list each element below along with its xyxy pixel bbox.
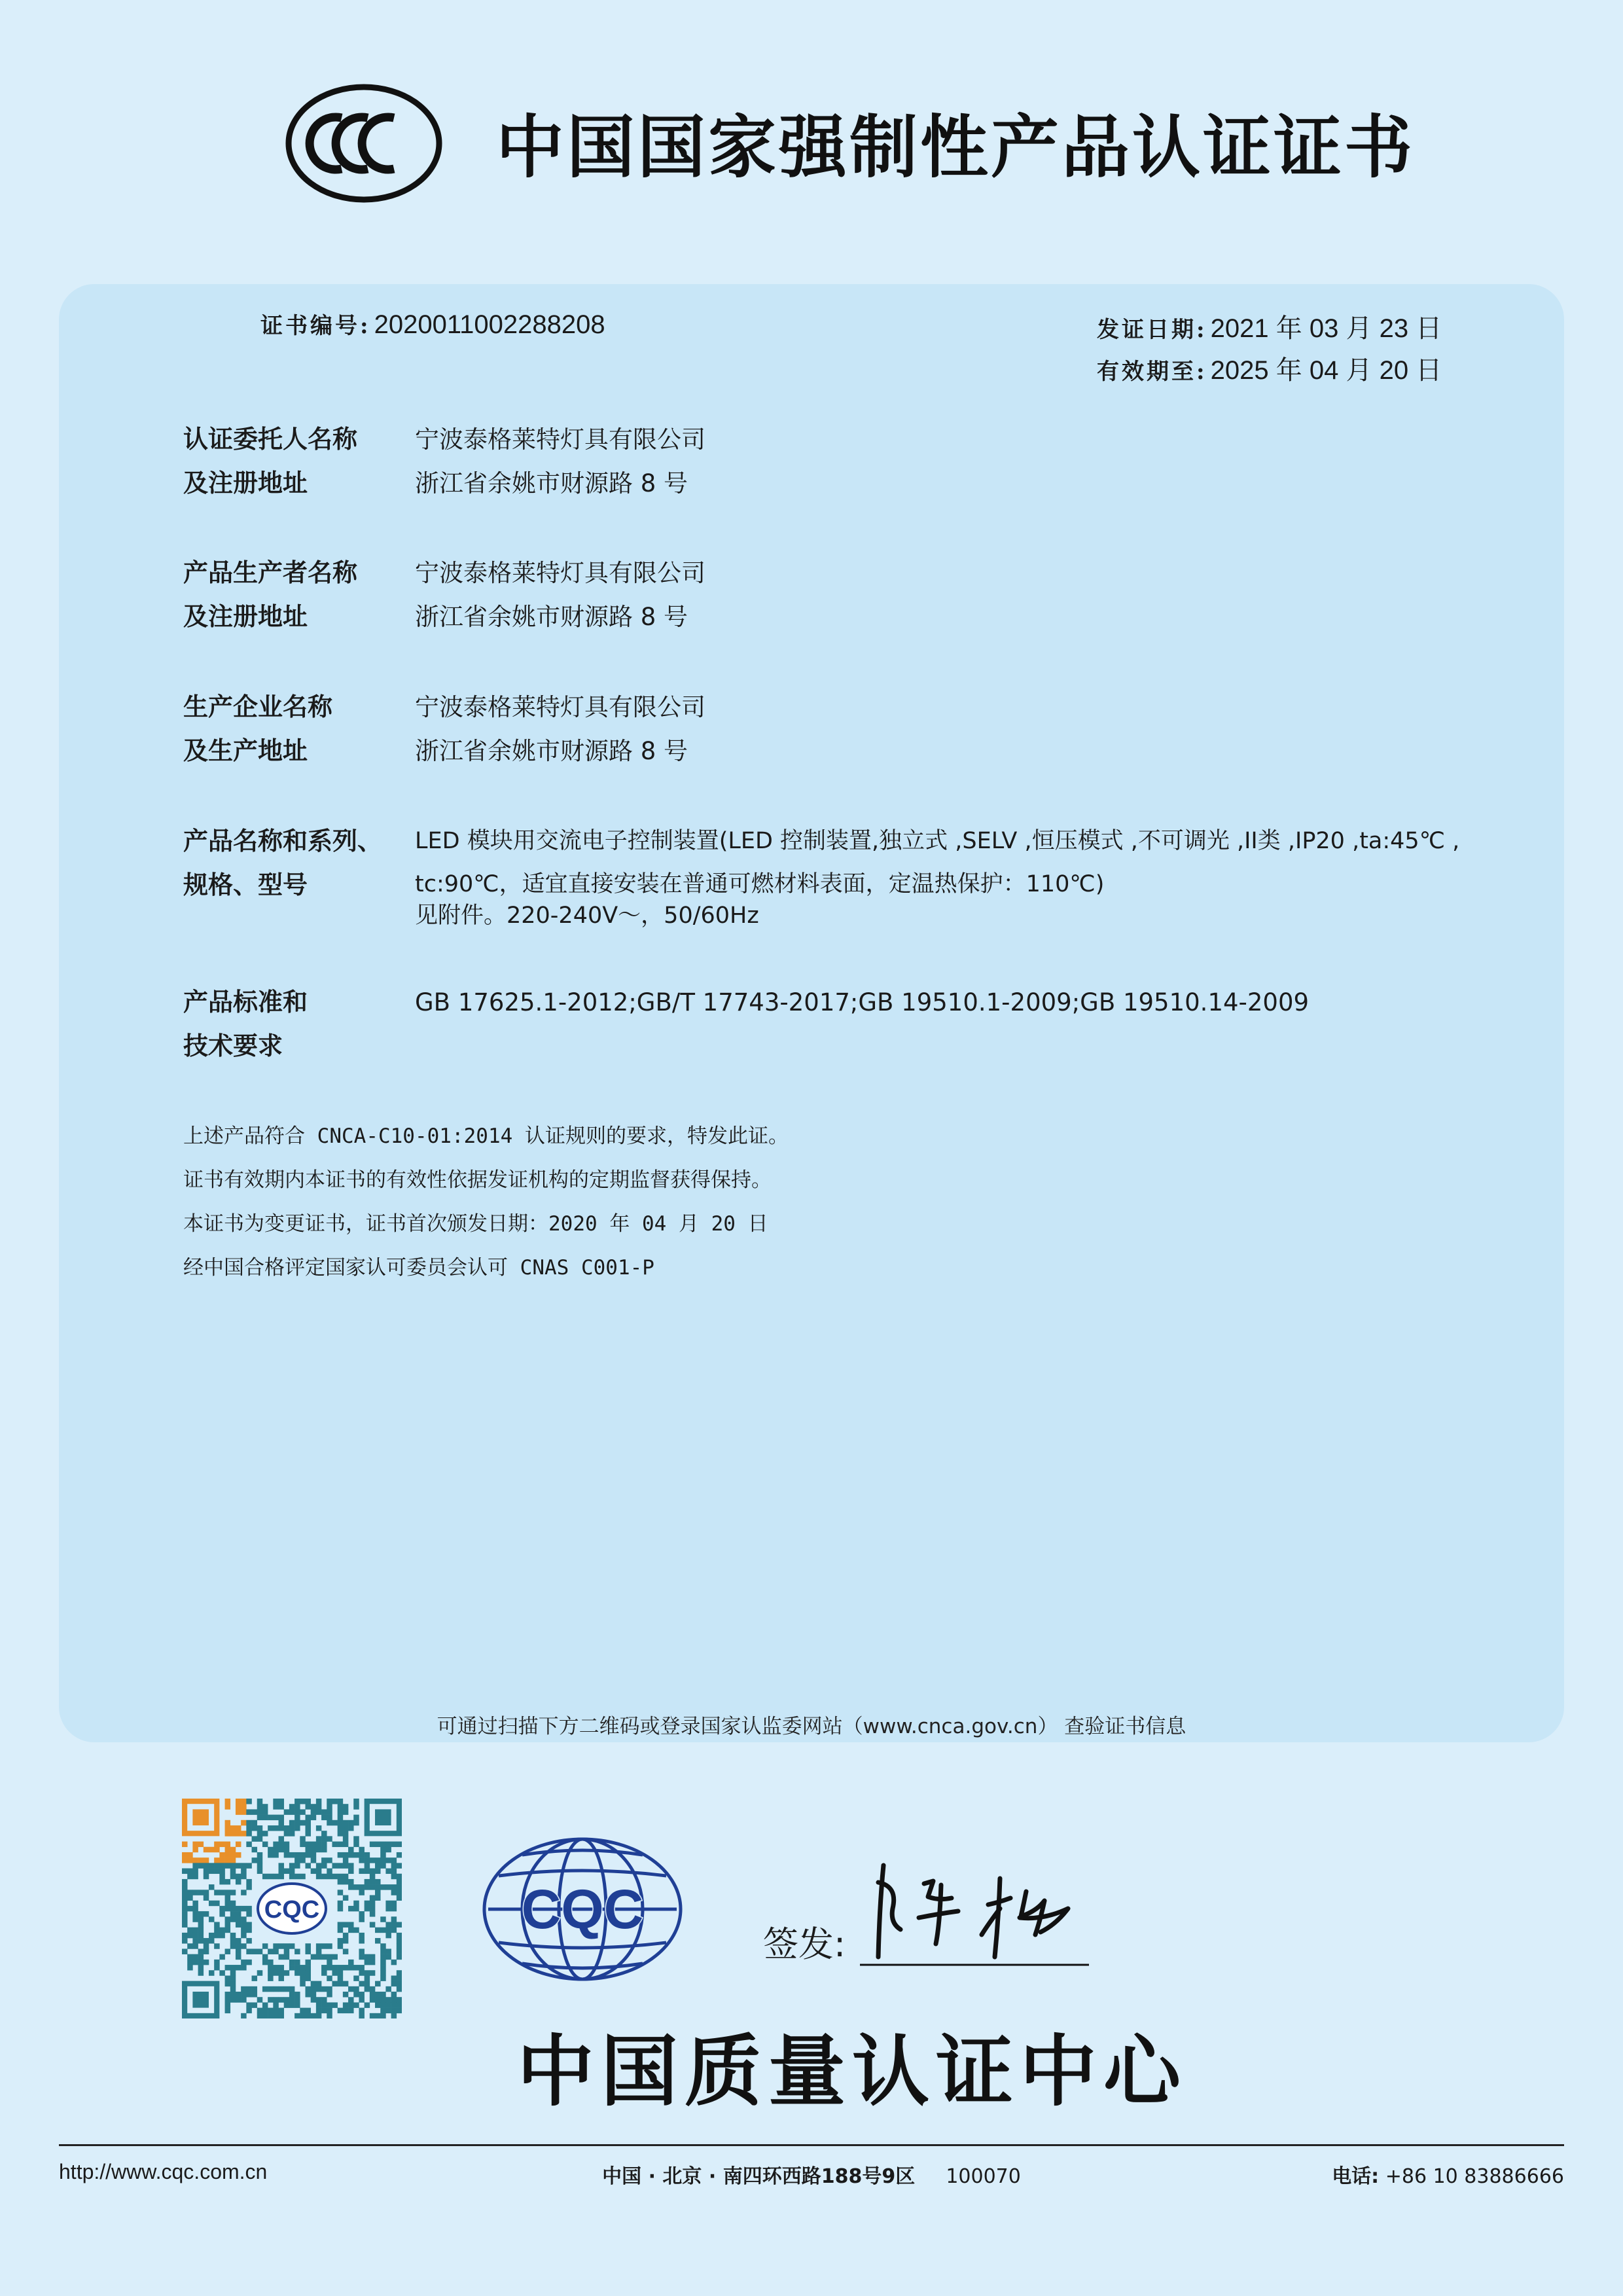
phone-label: 电话: (1332, 2165, 1380, 2188)
qr-finder-pattern (185, 1984, 217, 2016)
product-description-line: LED 模块用交流电子控制装置(LED 控制装置,独立式 ,SELV ,恒压模式 ,不可调光 ,II类 ,IP20 ,ta:45℃ , (415, 828, 1460, 854)
standards-label-line: 技术要求 (183, 1031, 283, 1060)
product-label-line: 产品名称和系列、 (183, 827, 383, 855)
standards-label (183, 980, 406, 1068)
handwritten-signature-icon (860, 1846, 1089, 1977)
product-label-line: 规格、型号 (183, 870, 308, 899)
cqc-globe-logo-icon (482, 1837, 683, 1982)
standards-list: GB 17625.1-2012;GB/T 17743-2017;GB 19510.1-2009;GB 19510.14-2009 (415, 988, 1310, 1016)
factory-label-line: 及生产地址 (183, 736, 308, 765)
expiry-date-label: 有效期至: (1097, 359, 1207, 385)
qr-center-text: CQC (264, 1896, 320, 1924)
manufacturer-label-line: 及注册地址 (183, 602, 308, 631)
product-description-line: 见附件。220-240V～，50/60Hz (415, 903, 759, 929)
manufacturer-label-line: 产品生产者名称 (183, 558, 358, 587)
address-text: 中国 · 北京 · 南四环西路188号9区 (602, 2165, 916, 2188)
cqc-logo-text: CQC (521, 1878, 644, 1940)
factory-value (415, 685, 1527, 773)
issue-date-value: 2021 年 03 月 23 日 (1210, 314, 1442, 343)
issue-date-label: 发证日期: (1097, 317, 1207, 343)
statement-line: 证书有效期内本证书的有效性依据发证机构的定期监督获得保持。 (183, 1168, 772, 1192)
applicant-name: 宁波泰格莱特灯具有限公司 (415, 425, 705, 454)
qr-finder-pattern (367, 1801, 399, 1833)
standards-value (415, 980, 1527, 1024)
manufacturer-value (415, 551, 1527, 639)
certification-statement (183, 1115, 789, 1290)
postcode-text: 100070 (946, 2165, 1021, 2188)
certificate-number-value: 2020011002288208 (374, 310, 605, 339)
expiry-date (1097, 350, 1442, 387)
signature-label: 签发: (763, 1924, 846, 1965)
certificate-title: 中国国家强制性产品认证证书 (496, 107, 1416, 187)
issue-date (1097, 308, 1442, 345)
statement-line: 经中国合格评定国家认可委员会认可 CNAS C001-P (183, 1256, 654, 1280)
manufacturer-address: 浙江省余姚市财源路 8 号 (415, 603, 688, 631)
expiry-date-value: 2025 年 04 月 20 日 (1210, 356, 1442, 385)
factory-label (183, 685, 406, 773)
product-value (415, 819, 1527, 931)
qr-finder-pattern (185, 1801, 217, 1833)
certificate-number-label: 证书编号: (260, 313, 371, 339)
applicant-label (183, 418, 406, 505)
manufacturer-name: 宁波泰格莱特灯具有限公司 (415, 559, 705, 587)
applicant-address: 浙江省余姚市财源路 8 号 (415, 469, 688, 497)
qr-code-icon[interactable] (182, 1799, 402, 2018)
applicant-label-line: 认证委托人名称 (183, 425, 358, 454)
product-label (183, 819, 406, 907)
product-description-line: tc:90℃，适宜直接安装在普通可燃材料表面，定温热保护：110℃) (415, 871, 1105, 897)
standards-label-line: 产品标准和 (183, 988, 308, 1016)
statement-line: 上述产品符合 CNCA-C10-01:2014 认证规则的要求，特发此证。 (183, 1124, 789, 1148)
footer-phone (1332, 2160, 1564, 2189)
verification-note: 可通过扫描下方二维码或登录国家认监委网站（www.cnca.gov.cn） 查验证书信息 (437, 1715, 1186, 1738)
website-link[interactable]: http://www.cqc.com.cn (59, 2160, 268, 2183)
phone-value: +86 10 83886666 (1385, 2165, 1564, 2188)
factory-label-line: 生产企业名称 (183, 692, 333, 721)
ccc-mark-icon (285, 84, 442, 203)
factory-address: 浙江省余姚市财源路 8 号 (415, 737, 688, 765)
applicant-value (415, 418, 1527, 505)
manufacturer-label (183, 551, 406, 639)
certificate-number (260, 308, 605, 340)
footer-divider (59, 2144, 1564, 2146)
applicant-label-line: 及注册地址 (183, 469, 308, 497)
factory-name: 宁波泰格莱特灯具有限公司 (415, 693, 705, 721)
statement-line: 本证书为变更证书，证书首次颁发日期：2020 年 04 月 20 日 (183, 1212, 768, 1236)
organization-name: 中国质量认证中心 (517, 2026, 1188, 2117)
